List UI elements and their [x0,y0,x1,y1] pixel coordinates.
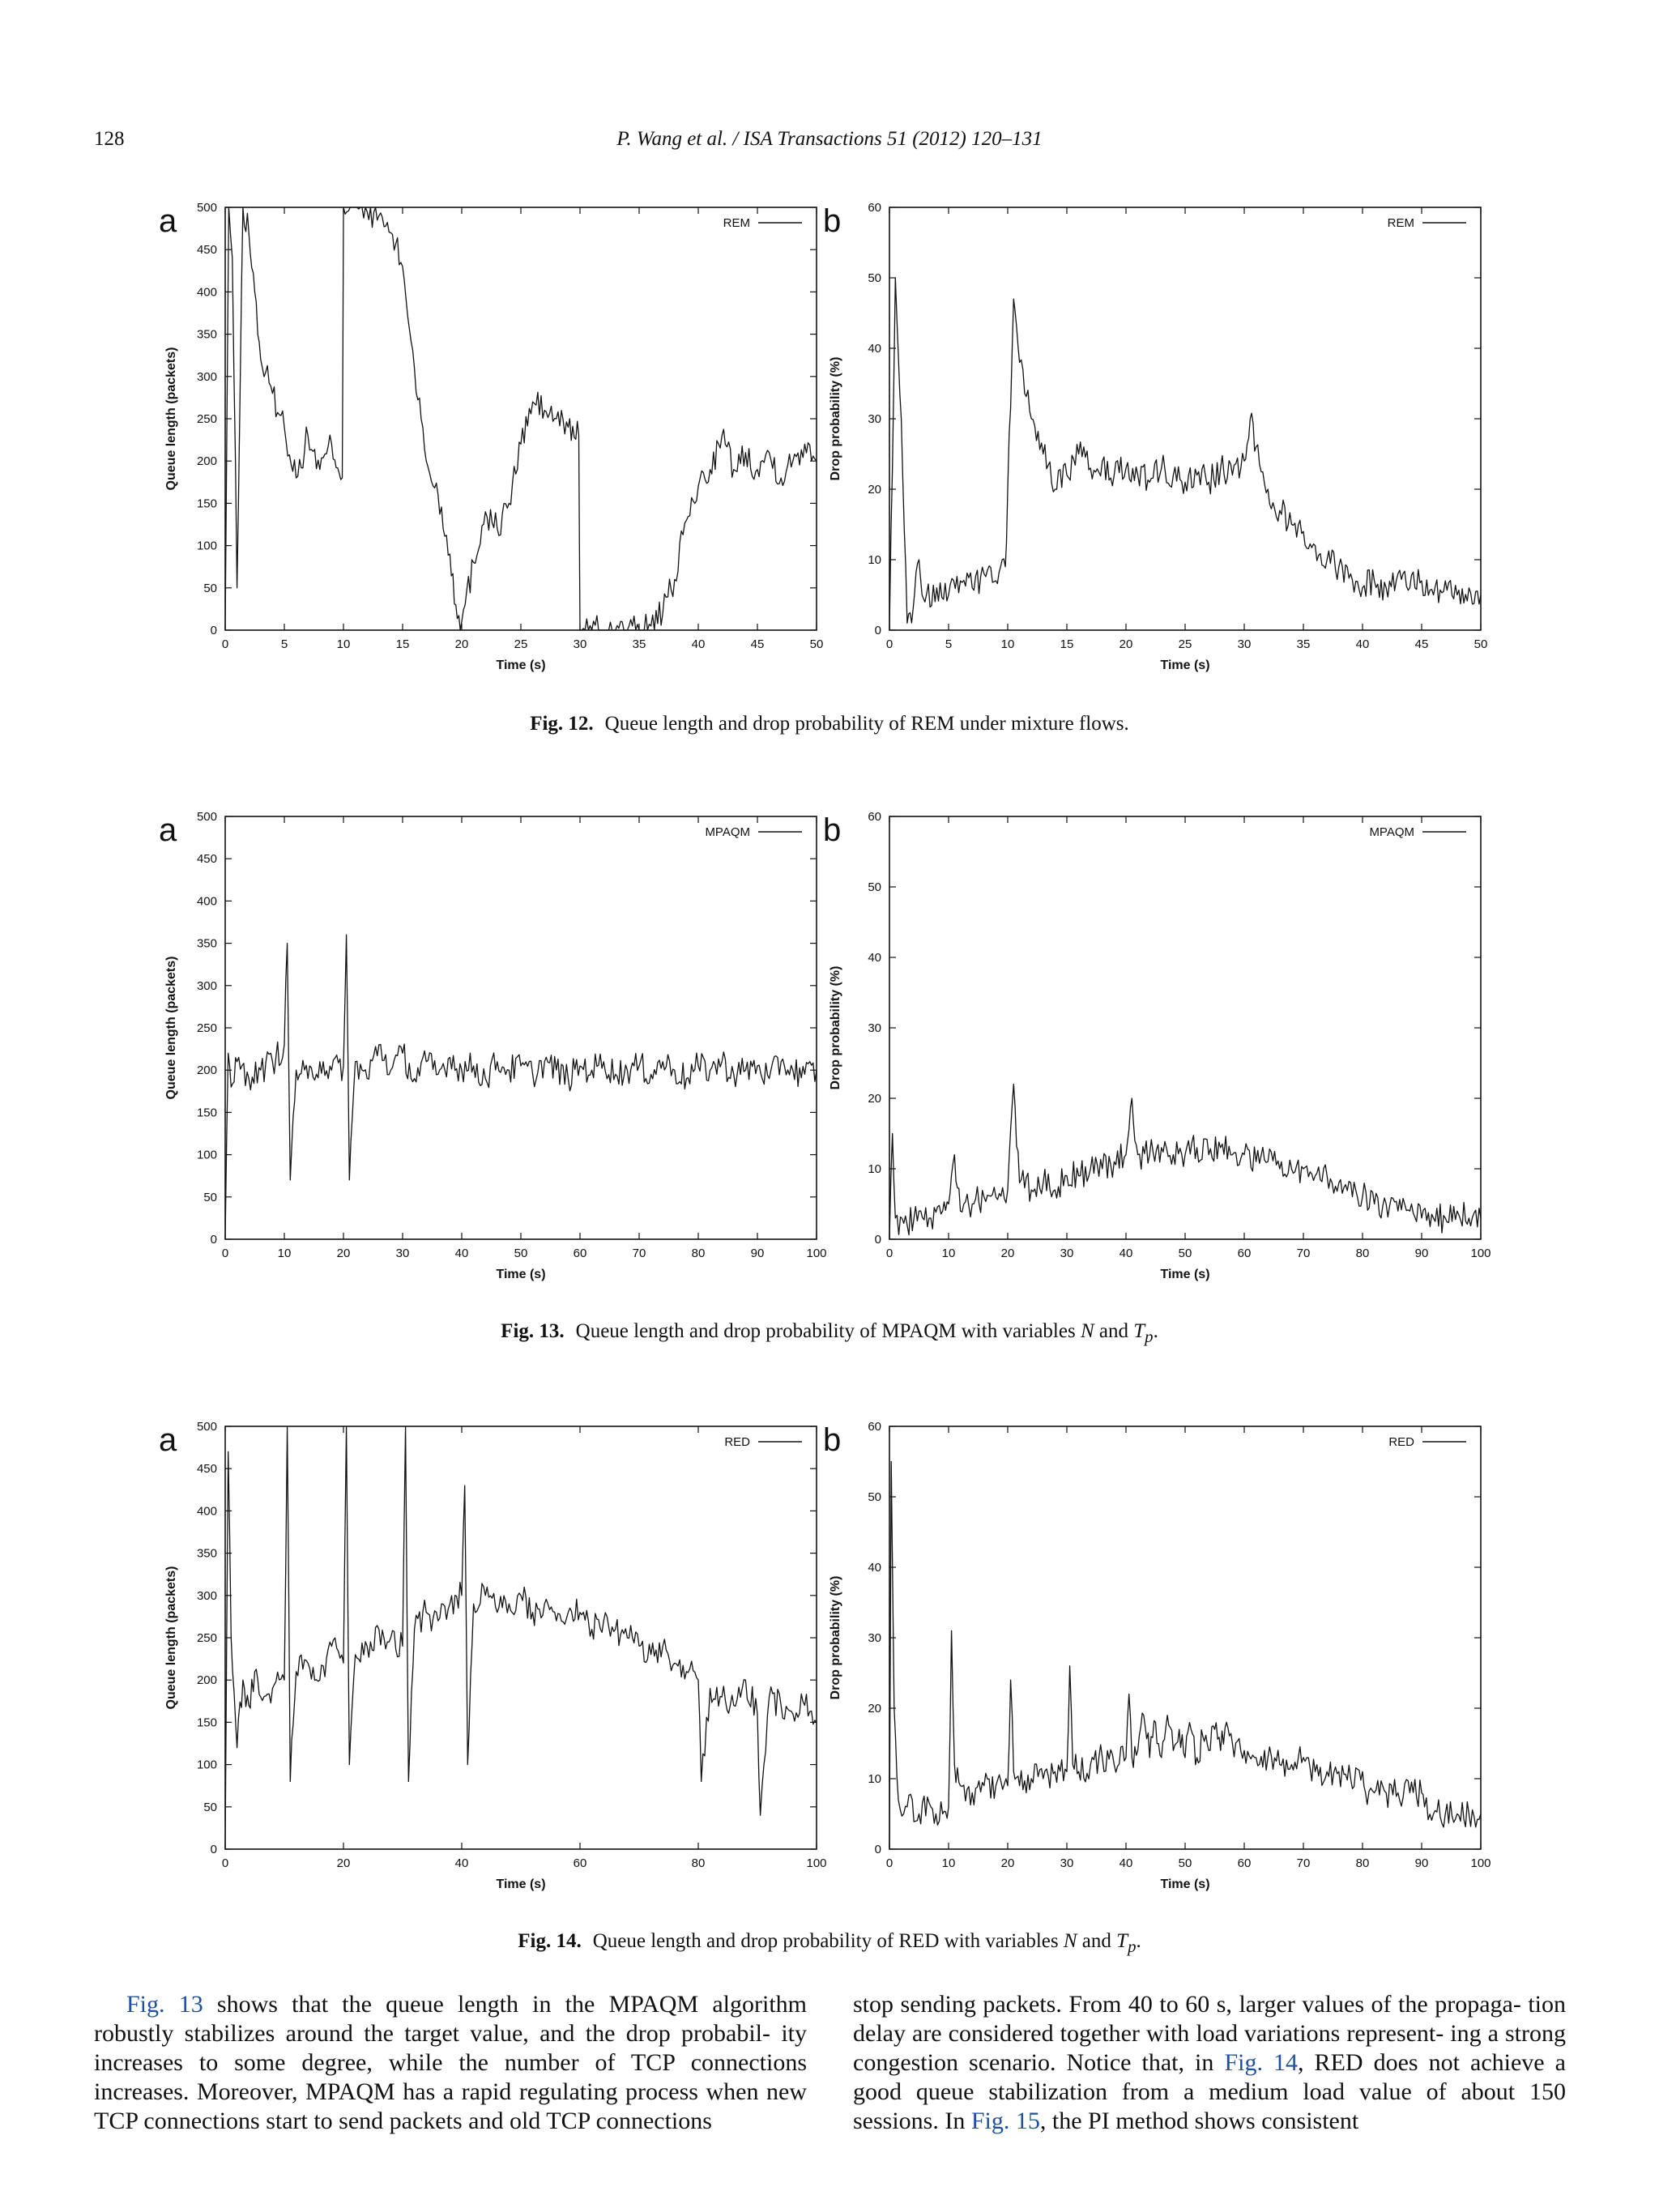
x-axis-label: Time (s) [496,1877,546,1891]
y-tick-label: 40 [868,951,881,965]
series-line [225,935,817,1239]
x-tick-label: 50 [1178,1247,1192,1260]
running-head: P. Wang et al. / ISA Transactions 51 (2012) 120–131 [616,128,1043,150]
y-tick-label: 100 [196,1758,217,1772]
panel-label: a [159,203,177,239]
x-tick-label: 10 [277,1247,292,1260]
y-axis-label: Queue length (packets) [164,956,178,1100]
x-tick-label: 10 [336,637,351,651]
y-tick-label: 350 [196,936,217,951]
panel-label: a [159,812,177,848]
x-tick-label: 20 [454,637,469,651]
x-tick-label: 80 [691,1856,706,1870]
y-axis-label: Drop probability (%) [829,1575,842,1700]
y-tick-label: 150 [196,1106,217,1120]
y-tick-label: 30 [868,1021,881,1035]
y-tick-label: 0 [874,1843,881,1856]
x-tick-label: 30 [1237,637,1252,651]
y-axis-label: Queue length (packets) [164,347,178,491]
fig12a-chart [154,186,851,688]
x-tick-label: 60 [1237,1247,1252,1260]
x-tick-label: 0 [885,1856,893,1870]
x-tick-label: 80 [1355,1247,1370,1260]
x-tick-label: 40 [454,1856,469,1870]
body-column-left [94,1990,807,2136]
x-tick-label: 20 [336,1247,351,1260]
legend-label: MPAQM [1369,825,1414,839]
x-tick-label: 70 [632,1247,646,1260]
y-tick-label: 200 [196,454,217,469]
x-tick-label: 45 [1414,637,1429,651]
fig13-caption-text: Queue length and drop probability of MPAQM with variables [575,1320,1081,1342]
panel-label: b [823,1422,842,1458]
x-tick-label: 15 [395,637,410,651]
x-tick-label: 90 [750,1247,765,1260]
y-tick-label: 50 [203,581,217,595]
x-tick-label: 50 [514,1247,528,1260]
page-number: 128 [94,128,125,150]
y-tick-label: 60 [868,1420,881,1434]
y-tick-label: 450 [196,243,217,258]
x-tick-label: 80 [691,1247,706,1260]
fig14b-chart [818,1405,1515,1907]
y-tick-label: 400 [196,894,217,909]
x-tick-label: 80 [1355,1856,1370,1870]
y-tick-label: 20 [868,1092,881,1106]
y-tick-label: 200 [196,1063,217,1078]
y-tick-label: 60 [868,810,881,824]
y-tick-label: 250 [196,412,217,426]
x-tick-label: 50 [1473,637,1488,651]
y-tick-label: 0 [210,624,217,637]
legend-label: MPAQM [705,825,750,839]
x-tick-label: 0 [221,637,229,651]
fig14-caption-text: Queue length and drop probability of RED with variables [592,1930,1064,1952]
y-tick-label: 150 [196,1715,217,1730]
plot-frame [889,816,1481,1239]
y-tick-label: 350 [196,327,217,342]
y-tick-label: 50 [868,271,881,285]
x-tick-label: 100 [1470,1247,1491,1260]
x-tick-label: 20 [1000,1856,1015,1870]
y-tick-label: 450 [196,852,217,867]
x-tick-label: 70 [1296,1247,1311,1260]
fig13-caption-and: and [1094,1320,1134,1342]
y-tick-label: 50 [868,1490,881,1504]
y-tick-label: 30 [868,412,881,426]
legend-label: RED [724,1435,750,1449]
y-tick-label: 50 [203,1190,217,1204]
fig15-link[interactable]: Fig. 15 [970,2108,1040,2134]
fig12b-chart [818,186,1515,688]
x-axis-label: Time (s) [1160,1877,1210,1891]
y-tick-label: 150 [196,497,217,511]
x-tick-label: 0 [885,1247,893,1260]
legend-label: REM [723,216,750,230]
y-tick-label: 250 [196,1631,217,1645]
x-axis-label: Time (s) [496,1268,546,1281]
x-tick-label: 90 [1414,1856,1429,1870]
legend-label: REM [1387,216,1414,230]
fig13-caption-n: N [1080,1320,1094,1342]
y-tick-label: 50 [203,1800,217,1814]
fig14-caption [0,1930,1659,1957]
body-right-text-1: stop sending packets. From 40 to 60 s, larger values of the propaga- tion delay are considered together with load variations represent- ing a strong congestion scenario. Notice that, in [853,1991,1566,2076]
y-tick-label: 300 [196,1588,217,1603]
fig14-caption-and: and [1077,1930,1117,1952]
y-tick-label: 500 [196,201,217,215]
body-left-text: shows that the queue length in the MPAQM algorithm robustly stabilizes around the target value, and the drop probabil- ity increases to some degree, while the number of TCP connections increases. Moreover, MPAQM has a rapid regulating process when new TCP connections start to send packets and old TCP connections [94,1991,807,2134]
fig12-caption-label: Fig. 12. [530,713,594,735]
x-axis-label: Time (s) [496,658,546,672]
x-tick-label: 40 [454,1247,469,1260]
y-axis-label: Queue length (packets) [164,1566,178,1710]
series-line [889,278,1481,630]
x-tick-label: 15 [1060,637,1074,651]
fig13-caption [0,1320,1659,1347]
series-line [225,1426,817,1849]
fig13-link[interactable]: Fig. 13 [126,1991,203,2018]
body-right-text-3: , the PI method shows consistent [1039,2108,1359,2134]
y-tick-label: 0 [210,1233,217,1247]
x-tick-label: 100 [1470,1856,1491,1870]
x-tick-label: 30 [1060,1247,1074,1260]
y-axis-label: Drop probability (%) [829,965,842,1090]
fig14-caption-label: Fig. 14. [518,1930,582,1952]
y-tick-label: 40 [868,342,881,356]
body-right-text-2: , RED does not achieve a good queue stabilization from a medium load value of about 150 sessions. In [853,2049,1566,2134]
x-tick-label: 10 [1000,637,1015,651]
x-tick-label: 10 [941,1856,956,1870]
x-tick-label: 45 [750,637,765,651]
y-tick-label: 10 [868,553,881,567]
fig12-caption-text: Queue length and drop probability of REM under mixture flows. [604,713,1129,735]
x-tick-label: 100 [806,1247,827,1260]
y-tick-label: 400 [196,285,217,300]
y-tick-label: 500 [196,810,217,824]
fig14-caption-t: T [1116,1930,1128,1952]
panel-label: b [823,812,842,848]
fig14-caption-end: . [1136,1930,1141,1952]
fig13-caption-t: T [1133,1320,1145,1342]
fig14-caption-n: N [1063,1930,1077,1952]
fig14-caption-sub: p [1128,1937,1137,1956]
x-tick-label: 30 [573,637,587,651]
y-tick-label: 400 [196,1504,217,1519]
y-tick-label: 0 [874,624,881,637]
x-tick-label: 50 [809,637,824,651]
x-tick-label: 40 [1355,637,1370,651]
x-tick-label: 20 [1119,637,1133,651]
y-tick-label: 350 [196,1546,217,1561]
fig14a-chart [154,1405,851,1907]
x-tick-label: 10 [941,1247,956,1260]
y-tick-label: 100 [196,1148,217,1162]
plot-frame [225,816,817,1239]
x-tick-label: 0 [221,1856,229,1870]
x-tick-label: 35 [632,637,646,651]
fig13a-chart [154,795,851,1298]
fig13-caption-end: . [1153,1320,1158,1342]
y-tick-label: 40 [868,1561,881,1575]
y-tick-label: 300 [196,369,217,384]
fig13-caption-label: Fig. 13. [501,1320,565,1342]
x-tick-label: 40 [1119,1247,1133,1260]
panel-label: b [823,203,842,239]
x-tick-label: 60 [1237,1856,1252,1870]
y-tick-label: 500 [196,1420,217,1434]
series-line [225,207,817,630]
x-axis-label: Time (s) [1160,1268,1210,1281]
x-tick-label: 40 [691,637,706,651]
plot-frame [225,1426,817,1849]
x-tick-label: 50 [1178,1856,1192,1870]
y-tick-label: 100 [196,539,217,553]
fig13-caption-sub: p [1145,1327,1154,1346]
x-tick-label: 70 [1296,1856,1311,1870]
x-tick-label: 100 [806,1856,827,1870]
x-tick-label: 90 [1414,1247,1429,1260]
x-tick-label: 5 [945,637,953,651]
y-tick-label: 250 [196,1021,217,1035]
series-line [889,1462,1481,1850]
y-tick-label: 20 [868,483,881,497]
y-tick-label: 0 [210,1843,217,1856]
x-tick-label: 5 [280,637,288,651]
y-tick-label: 60 [868,201,881,215]
fig13b-chart [818,795,1515,1298]
y-tick-label: 300 [196,978,217,993]
x-tick-label: 0 [221,1247,229,1260]
plot-frame [225,207,817,630]
x-tick-label: 25 [1178,637,1192,651]
y-tick-label: 30 [868,1631,881,1645]
y-axis-label: Drop probability (%) [829,356,842,481]
x-tick-label: 30 [395,1247,410,1260]
x-tick-label: 20 [1000,1247,1015,1260]
x-tick-label: 60 [573,1247,587,1260]
y-tick-label: 50 [868,880,881,894]
panel-label: a [159,1422,177,1458]
y-tick-label: 200 [196,1673,217,1688]
y-tick-label: 10 [868,1772,881,1786]
fig12-caption [0,713,1659,735]
x-tick-label: 30 [1060,1856,1074,1870]
body-column-right [853,1990,1566,2136]
x-tick-label: 25 [514,637,528,651]
x-tick-label: 60 [573,1856,587,1870]
y-tick-label: 450 [196,1462,217,1477]
plot-frame [889,207,1481,630]
x-axis-label: Time (s) [1160,658,1210,672]
x-tick-label: 40 [1119,1856,1133,1870]
y-tick-label: 10 [868,1162,881,1176]
x-tick-label: 20 [336,1856,351,1870]
series-line [889,1085,1481,1239]
fig14-link[interactable]: Fig. 14 [1224,2049,1299,2076]
legend-label: RED [1388,1435,1414,1449]
x-tick-label: 0 [885,637,893,651]
y-tick-label: 0 [874,1233,881,1247]
x-tick-label: 35 [1296,637,1311,651]
y-tick-label: 20 [868,1702,881,1715]
